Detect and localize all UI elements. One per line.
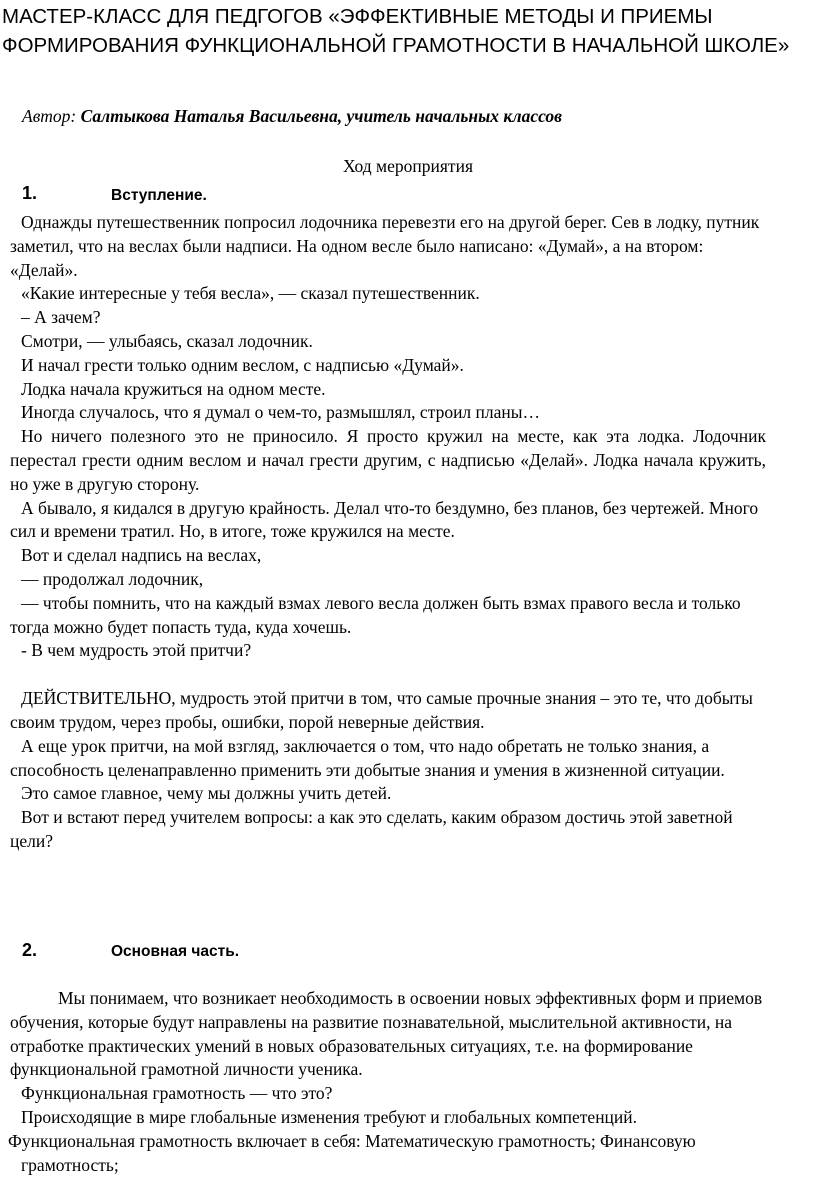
section-2-title: Основная часть. [111,943,240,960]
paragraph: «Какие интересные у тебя весла», — сказал путешественник. [21,283,480,304]
paragraph: Смотри, — улыбаясь, сказал лодочник. [21,330,313,351]
paragraph: Функциональная грамотность включает в себя: Математическую грамотность; Финансовую [8,1130,696,1151]
paragraph: ДЕЙСТВИТЕЛЬНО, мудрость этой притчи в том, что самые прочные знания – это те, что добыты своим трудом, через пробы, ошибки, порой неверные действия. [10,688,753,732]
paragraph: - В чем мудрость этой притчи? [21,640,252,661]
section-1-body [10,211,766,854]
paragraph: Функциональная грамотность — что это? [21,1083,333,1104]
paragraph: Это самое главное, чему мы должны учить детей. [21,783,392,804]
paragraph: грамотность; [21,1154,119,1175]
author-label: Автор: [22,106,77,126]
event-heading: Ход мероприятия [343,156,473,176]
paragraph: А бывало, я кидался в другую крайность. Делал что-то бездумно, без планов, без чертежей. Много сил и времени тратил. Но, в итоге, тоже кружился на месте. [10,497,759,542]
author-name: Салтыкова Наталья Васильевна, учитель начальных классов [80,106,562,126]
paragraph: – А зачем? [21,307,101,328]
section-1-title: Вступление. [111,187,207,204]
paragraph: Мы понимаем, что возникает необходимость в освоении новых эффективных форм и приемов обучения, которые будут направлены на развитие познавательной, мыслительной активности, на отработке практических умений в новых образовательных ситуациях, т.е. на формирование функциональной грамотной личности ученика. [10,988,763,1080]
paragraph: Вот и встают перед учителем вопросы: а как это сделать, каким образом достичь этой заветной цели? [10,807,733,851]
paragraph: — чтобы помнить, что на каждый взмах левого весла должен быть взмах правого весла и только тогда можно будет попасть туда, куда хочешь. [10,592,741,637]
paragraph: Лодка начала кружиться на одном месте. [21,378,326,399]
author-line [22,106,562,127]
paragraph: Иногда случалось, что я думал о чем-то, размышлял, строил планы… [21,402,541,423]
paragraph: Происходящие в мире глобальные изменения требуют и глобальных компетенций. [21,1106,638,1127]
paragraph: А еще урок притчи, на мой взгляд, заключается о том, что надо обретать не только знания, а способность целенаправленно применить эти добытые знания и умения в жизненной ситуации. [10,735,725,780]
section-2-number: 2. [22,940,38,960]
document-title: МАСТЕР-КЛАСС ДЛЯ ПЕДГОГОВ «ЭФФЕКТИВНЫЕ МЕТОДЫ И ПРИЕМЫ ФОРМИРОВАНИЯ ФУНКЦИОНАЛЬНОЙ ГРАМОТНОСТИ В НАЧАЛЬНОЙ ШКОЛЕ» [2,5,790,57]
paragraph: Однажды путешественник попросил лодочника перевезти его на другой берег. Сев в лодку, путник заметил, что на веслах были надписи. На одном весле было написано: «Думай», а на втором: «Делай». [10,212,760,280]
paragraph: — продолжал лодочник, [21,568,204,589]
section-1-number: 1. [22,183,38,203]
paragraph: И начал грести только одним веслом, с надписью «Думай». [21,354,464,375]
paragraph: Вот и сделал надпись на веслах, [21,545,262,566]
paragraph: Но ничего полезного это не приносило. Я просто кружил на месте, как эта лодка. Лодочник перестал грести одним веслом и начал грести другим, с надписью «Делай». Лодка начала кружить, но уже в другую сторону. [10,426,766,494]
section-2-body [10,987,766,1177]
